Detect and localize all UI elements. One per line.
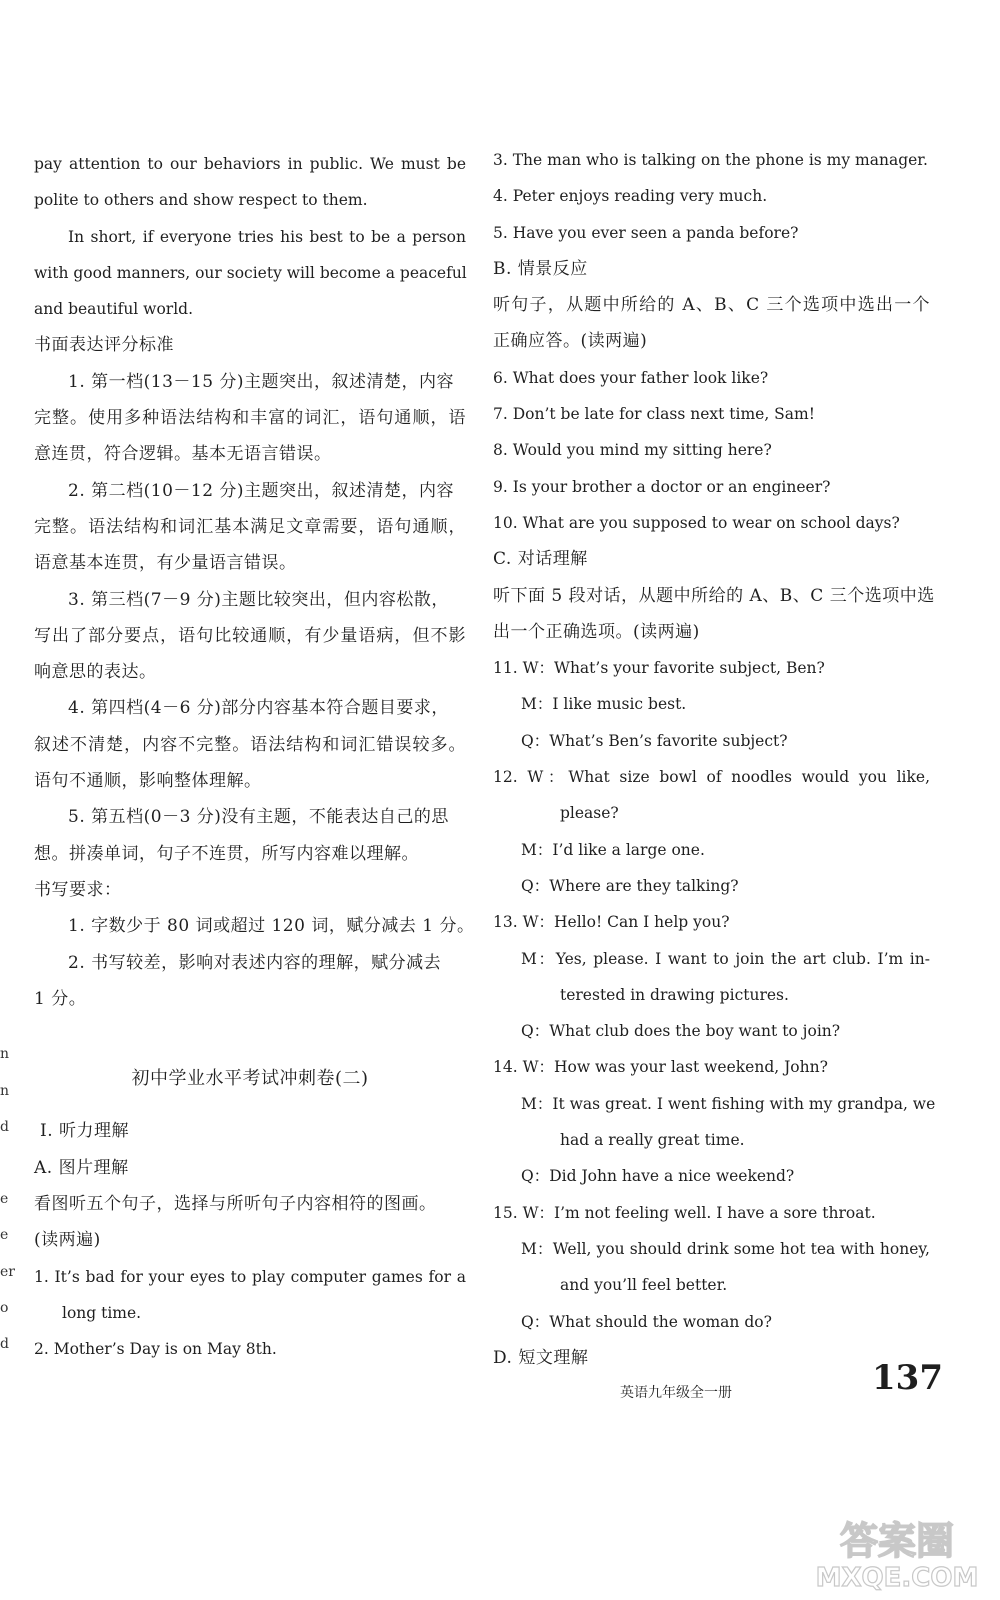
edge-letter: e [0, 1191, 9, 1207]
edge-letter: d [0, 1336, 9, 1352]
intro-line: and beautiful world. [34, 300, 193, 319]
dialogue-line: Q：Did John have a nice weekend? [521, 1167, 795, 1186]
dialogue-line: M：I like music best. [521, 695, 687, 714]
grade-line: 语意基本连贯，有少量语言错误。 [34, 553, 297, 574]
section-c-heading: C. 对话理解 [493, 549, 588, 570]
question-line: 1. It’s bad for your eyes to play computer games for a [34, 1267, 466, 1286]
left-column [34, 146, 475, 1368]
intro-line: In short, if everyone tries his best to be a person [68, 227, 466, 246]
watermark-logo [812, 1506, 982, 1596]
dialogue-line: 14. W：How was your last weekend, John? [493, 1058, 828, 1077]
question-line: long time. [62, 1303, 142, 1322]
page-number: 137 [872, 1358, 943, 1398]
section-listening: Ⅰ. 听力理解 [40, 1121, 130, 1142]
dialogue-line: 13. W：Hello! Can I help you? [493, 913, 730, 932]
grade-line: 3. 第三档(7－9 分)主题比较突出，但内容松散， [68, 589, 449, 610]
svg-text:MXQE.COM: MXQE.COM [815, 1563, 979, 1593]
dialogue-line: 15. W：I’m not feeling well. I have a sore throat. [493, 1203, 876, 1222]
scoring-heading: 书面表达评分标准 [34, 335, 174, 356]
edge-letter: o [0, 1300, 9, 1316]
dialogue-line: M：Yes, please. I want to join the art club. I’m in- [521, 949, 930, 968]
grade-line: 叙述不清楚，内容不完整。语法结构和词汇错误较多。 [34, 734, 466, 755]
book-title: 英语九年级全一册 [620, 1385, 732, 1401]
writing-item: 1 分。 [34, 988, 87, 1009]
dialogue-line: M：It was great. I went fishing with my grandpa, we [521, 1094, 936, 1113]
grade-line: 5. 第五档(0－3 分)没有主题，不能表达自己的思 [68, 807, 449, 828]
dialogue-line: M：Well, you should drink some hot tea with honey, [521, 1239, 930, 1258]
edge-letter: n [0, 1046, 10, 1062]
grade-line: 响意思的表达。 [34, 662, 157, 683]
question-line: 5. Have you ever seen a panda before? [493, 223, 799, 242]
intro-line: with good manners, our society will become a peaceful [34, 263, 467, 282]
section-b-instruction: 正确应答。(读两遍) [493, 331, 648, 352]
dialogue-line: Q：What’s Ben’s favorite subject? [521, 731, 788, 750]
section-a-instruction: (读两遍) [34, 1230, 101, 1251]
dialogue-line: terested in drawing pictures. [560, 985, 789, 1004]
grade-line: 意连贯，符合逻辑。基本无语言错误。 [34, 444, 332, 465]
writing-item: 1. 字数少于 80 词或超过 120 词，赋分减去 1 分。 [68, 916, 475, 937]
section-b-instruction: 听句子，从题中所给的 A、B、C 三个选项中选出一个 [493, 295, 930, 316]
edge-letter: er [0, 1264, 15, 1280]
grade-line: 想。拼凑单词，句子不连贯，所写内容难以理解。 [34, 843, 419, 864]
question-line: 9. Is your brother a doctor or an engineer? [493, 477, 831, 496]
question-line: 7. Don’t be late for class next time, Sam! [493, 405, 815, 424]
question-line: 6. What does your father look like? [493, 368, 769, 387]
svg-text:答案圈: 答案圈 [839, 1519, 955, 1563]
grade-line: 语句不通顺，影响整体理解。 [34, 771, 262, 792]
dialogue-line: M：I’d like a large one. [521, 840, 705, 859]
section-b-heading: B. 情景反应 [493, 258, 588, 279]
dialogue-line: Q：What club does the boy want to join? [521, 1022, 841, 1041]
question-line: 10. What are you supposed to wear on school days? [493, 513, 900, 532]
grade-line: 1. 第一档(13－15 分)主题突出，叙述清楚，内容 [68, 371, 455, 392]
intro-line: polite to others and show respect to them. [34, 191, 368, 210]
dialogue-line: Q：What should the woman do? [521, 1312, 772, 1331]
dialogue-line: Q：Where are they talking? [521, 876, 739, 895]
right-column [493, 142, 936, 1376]
intro-line: pay attention to our behaviors in public. We must be [34, 155, 466, 173]
grade-line: 完整。使用多种语法结构和丰富的词汇，语句通顺，语 [34, 408, 466, 429]
grade-line: 2. 第二档(10－12 分)主题突出，叙述清楚，内容 [68, 480, 455, 501]
writing-heading: 书写要求： [34, 879, 122, 900]
question-line: 4. Peter enjoys reading very much. [493, 187, 768, 206]
edge-letter: d [0, 1119, 9, 1135]
dialogue-line: 11. W：What’s your favorite subject, Ben? [493, 659, 825, 678]
dialogue-line: and you’ll feel better. [560, 1276, 728, 1295]
exam-title: 初中学业水平考试冲刺卷(二) [131, 1068, 369, 1090]
section-d-heading: D. 短文理解 [493, 1347, 589, 1368]
dialogue-list [493, 650, 936, 1340]
question-line: 3. The man who is talking on the phone is my manager. [493, 151, 928, 169]
section-a-heading: A. 图片理解 [34, 1157, 129, 1178]
writing-item: 2. 书写较差，影响对表述内容的理解，赋分减去 [68, 952, 442, 973]
dialogue-line: 12. W：What size bowl of noodles would you like, [493, 768, 930, 787]
section-a-instruction: 看图听五个句子，选择与所听句子内容相符的图画。 [34, 1194, 437, 1215]
edge-letter: e [0, 1227, 9, 1243]
edge-letter: n [0, 1083, 10, 1099]
grade-line: 完整。语法结构和词汇基本满足文章需要，语句通顺， [34, 516, 466, 537]
section-c-instruction: 听下面 5 段对话，从题中所给的 A、B、C 三个选项中选 [493, 585, 935, 606]
grade-line: 4. 第四档(4－6 分)部分内容基本符合题目要求， [68, 698, 449, 719]
question-line: 8. Would you mind my sitting here? [493, 441, 772, 460]
dialogue-line: please? [560, 804, 619, 823]
question-line: 2. Mother’s Day is on May 8th. [34, 1340, 277, 1359]
dialogue-line: had a really great time. [560, 1131, 745, 1150]
grade-line: 写出了部分要点，语句比较通顺，有少量语病，但不影 [34, 625, 466, 646]
section-c-instruction: 出一个正确选项。(读两遍) [493, 621, 700, 642]
